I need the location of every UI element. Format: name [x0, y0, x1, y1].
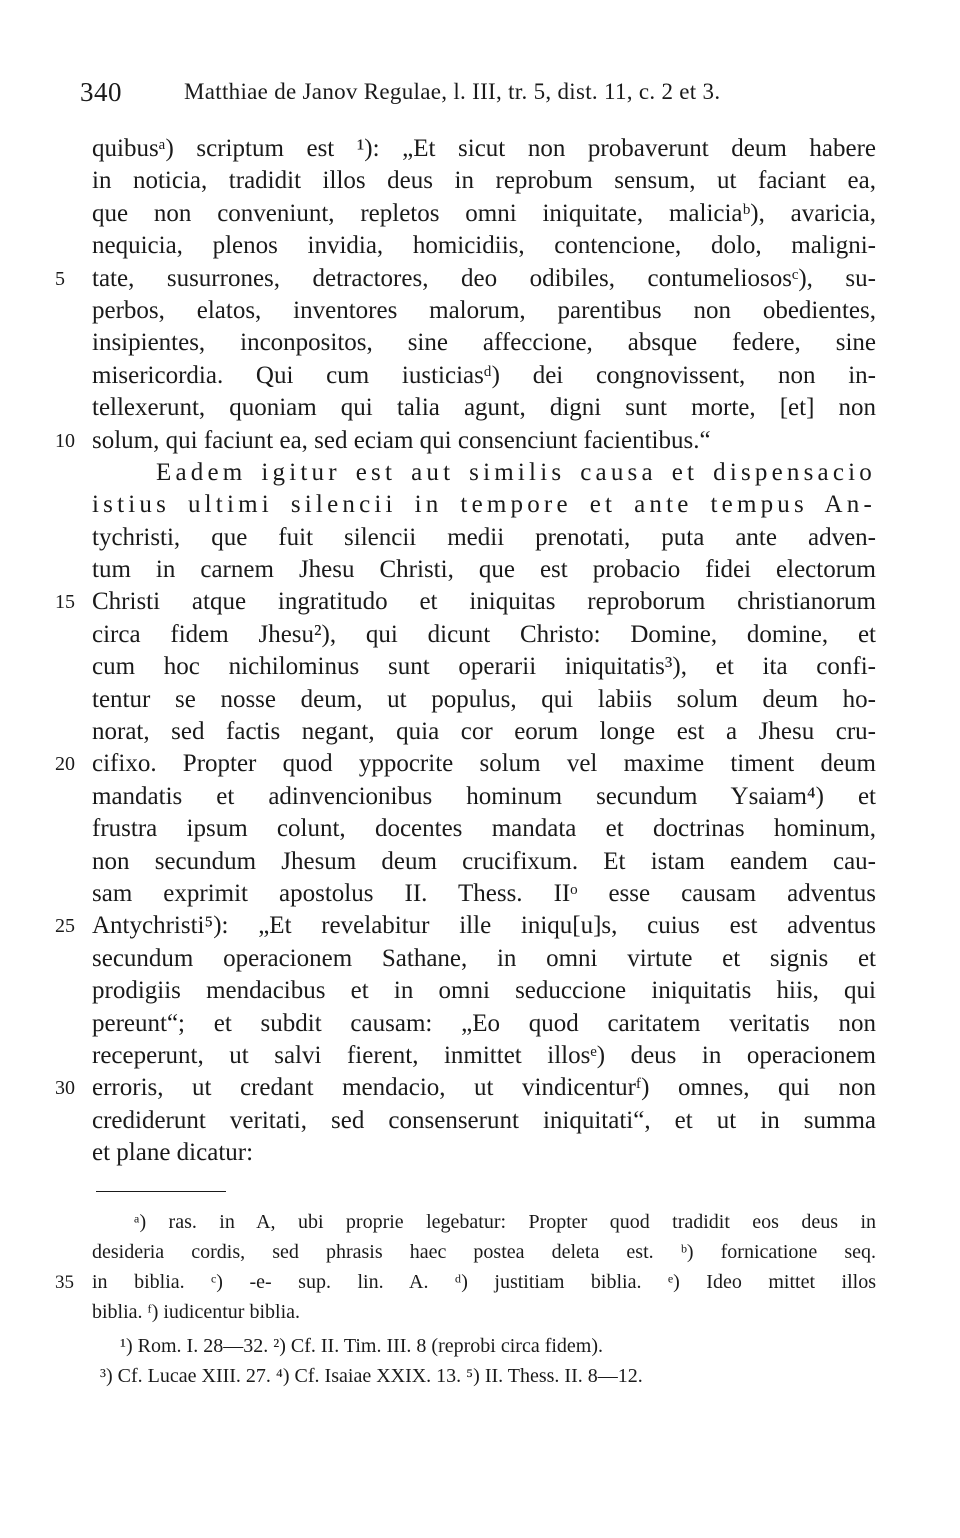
text-line: [0, 457, 960, 489]
line-text: Antychristi⁵): „Et revelabitur ille iniqu[u]s, cuius est adventus: [92, 912, 876, 940]
line-text: tentur se nosse deum, ut populus, qui labiis solum deum ho-: [92, 685, 876, 713]
text-line: [0, 263, 960, 295]
line-text: cifixo. Propter quod yppocrite solum vel maxime timent deum: [92, 750, 876, 778]
text-line: [0, 295, 960, 327]
text-line: [0, 651, 960, 683]
text-line: [0, 392, 960, 424]
line-number: 25: [55, 915, 75, 938]
apparatus-line: [0, 1237, 960, 1267]
note-text: ᵃ) ras. in A, ubi proprie legebatur: Propter quod tradidit eos deus in: [134, 1211, 876, 1233]
line-text: solum, qui faciunt ea, sed eciam qui consenciunt facientibus.“: [92, 426, 711, 454]
footnote-separator: [96, 1191, 226, 1192]
text-line: [0, 1040, 960, 1072]
line-text: in noticia, tradidit illos deus in reprobum sensum, ut faciant ea,: [92, 167, 876, 195]
line-text: circa fidem Jhesu²), qui dicunt Christo: Domine, domine, et: [92, 620, 876, 648]
text-line: [0, 619, 960, 651]
line-number: 20: [55, 753, 75, 776]
text-line: [0, 943, 960, 975]
line-text: que non conveniunt, repletos omni iniquitate, maliciaᵇ), avaricia,: [92, 199, 876, 227]
line-text: prodigiis mendacibus et in omni seduccione iniquitatis hiis, qui: [92, 977, 876, 1005]
text-line: [0, 522, 960, 554]
line-text: frustra ipsum colunt, docentes mandata et doctrinas hominum,: [92, 815, 876, 843]
line-text: norat, sed factis negant, quia cor eorum longe est a Jhesu cru-: [92, 718, 876, 746]
text-line: [0, 327, 960, 359]
text-line: [0, 198, 960, 230]
text-line: [0, 1072, 960, 1104]
apparatus-line: [0, 1267, 960, 1297]
line-text: Eadem igitur est aut similis causa et dispensacio: [156, 458, 876, 486]
line-text: et plane dicatur:: [92, 1139, 254, 1167]
line-text: perbos, elatos, inventores malorum, parentibus non obedientes,: [92, 296, 876, 324]
main-text: [0, 133, 960, 1170]
page-header: [80, 76, 880, 108]
line-number: 10: [55, 429, 75, 452]
line-text: istius ultimi silencii in tempore et ante tempus An-: [92, 491, 876, 519]
text-line: [0, 489, 960, 521]
line-text: tum in carnem Jhesu Christi, que est probacio fidei electorum: [92, 556, 876, 584]
text-line: [0, 975, 960, 1007]
text-line: [0, 165, 960, 197]
text-line: [0, 748, 960, 780]
line-text: erroris, ut credant mendacio, ut vindicenturᶠ) omnes, qui non: [92, 1074, 876, 1102]
apparatus-line: [0, 1207, 960, 1237]
line-text: nequicia, plenos invidia, homicidiis, contencione, dolo, maligni-: [92, 232, 876, 260]
text-line: [0, 878, 960, 910]
line-text: receperunt, ut salvi fierent, inmittet illosᵉ) deus in operacionem: [92, 1041, 876, 1069]
text-line: [0, 425, 960, 457]
text-line: [0, 586, 960, 618]
line-text: quibusᵃ) scriptum est ¹): „Et sicut non probaverunt deum habere: [92, 135, 876, 162]
line-text: mandatis et adinvencionibus hominum secundum Ysaiam⁴) et: [92, 782, 876, 810]
note-text: ¹) Rom. I. 28—32. ²) Cf. II. Tim. III. 8 (reprobi circa fidem).: [120, 1335, 604, 1357]
source-notes: [0, 1331, 960, 1391]
text-line: [0, 554, 960, 586]
line-number: 30: [55, 1077, 75, 1100]
source-note-line: [0, 1331, 960, 1361]
line-text: tellexerunt, quoniam qui talia agunt, digni sunt morte, [et] non: [92, 394, 876, 422]
line-text: non secundum Jhesum deum crucifixum. Et istam eandem cau-: [92, 847, 876, 875]
apparatus-line: [0, 1297, 960, 1327]
line-number: 35: [55, 1272, 74, 1293]
line-text: insipientes, inconpositos, sine affeccione, absque federe, sine: [92, 329, 876, 357]
line-number: 15: [55, 591, 75, 614]
text-line: [0, 846, 960, 878]
running-title: Matthiae de Janov Regulae, l. III, tr. 5, dist. 11, c. 2 et 3.: [184, 79, 721, 104]
text-line: [0, 1008, 960, 1040]
text-line: [0, 1105, 960, 1137]
text-line: [0, 910, 960, 942]
line-text: secundum operacionem Sathane, in omni virtute et signis et: [92, 944, 876, 972]
source-note-line: [0, 1361, 960, 1391]
text-line: [0, 360, 960, 392]
line-text: misericordia. Qui cum iusticiasᵈ) dei congnovissent, non in-: [92, 361, 876, 389]
text-line: [0, 133, 960, 165]
text-line: [0, 781, 960, 813]
text-line: [0, 684, 960, 716]
text-line: [0, 230, 960, 262]
page-number: 340: [80, 77, 122, 107]
line-text: Christi atque ingratitudo et iniquitas reproborum christianorum: [92, 588, 876, 616]
text-line: [0, 813, 960, 845]
critical-apparatus: [0, 1207, 960, 1327]
line-text: pereunt“; et subdit causam: „Eo quod caritatem veritatis non: [92, 1009, 876, 1037]
line-number: 5: [55, 267, 65, 290]
line-text: tychristi, que fuit silencii medii prenotati, puta ante adven-: [92, 523, 876, 551]
line-text: crediderunt veritati, sed consenserunt iniquitati“, et ut in summa: [92, 1106, 876, 1134]
text-line: [0, 716, 960, 748]
line-text: tate, susurrones, detractores, deo odibiles, contumeliososᶜ), su-: [92, 264, 876, 292]
note-text: desideria cordis, sed phrasis haec postea deleta est. ᵇ) fornicatione seq.: [92, 1241, 876, 1263]
line-text: sam exprimit apostolus II. Thess. IIᵒ esse causam adventus: [92, 879, 876, 907]
note-text: in biblia. ᶜ) -e- sup. lin. A. ᵈ) justitiam biblia. ᵉ) Ideo mittet illos: [92, 1271, 876, 1293]
note-text: ³) Cf. Lucae XIII. 27. ⁴) Cf. Isaiae XXIX. 13. ⁵) II. Thess. II. 8—12.: [100, 1365, 643, 1387]
line-text: cum hoc nichilominus sunt operarii iniquitatis³), et ita confi-: [92, 653, 876, 681]
note-text: biblia. ᶠ) iudicentur biblia.: [92, 1301, 301, 1323]
text-line: [0, 1137, 960, 1169]
